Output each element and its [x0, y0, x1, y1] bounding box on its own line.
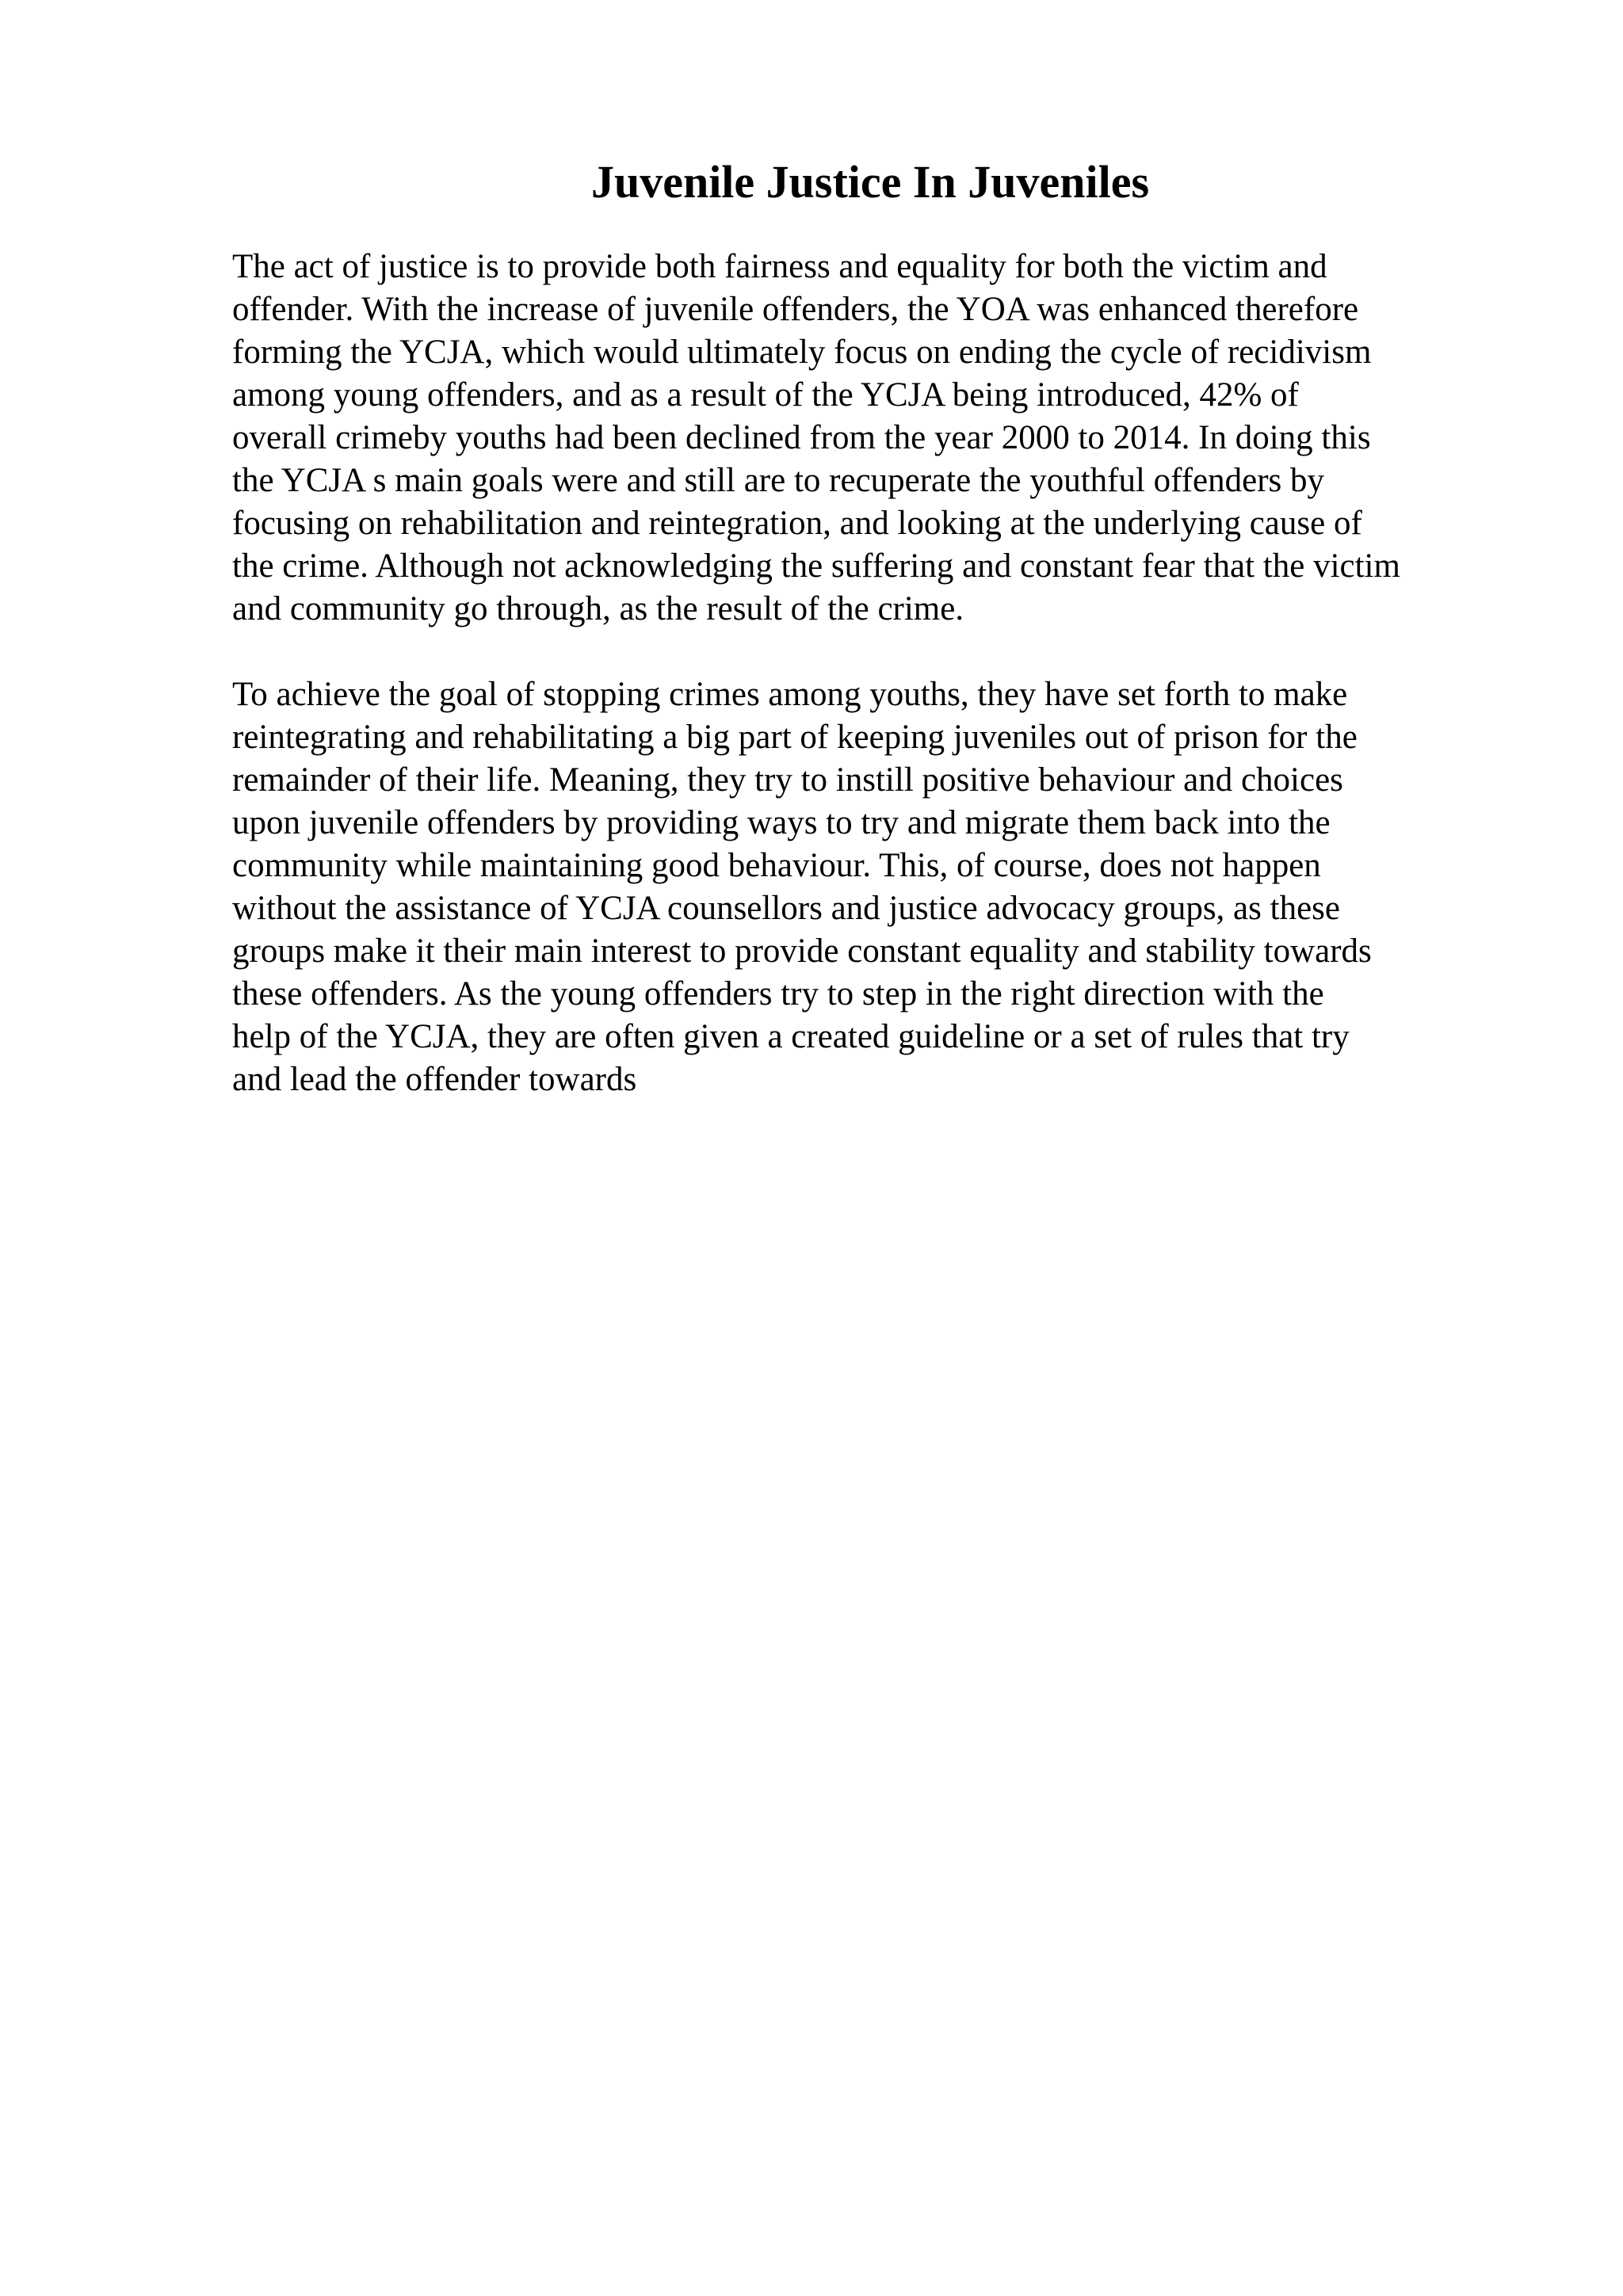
text-line: these offenders. As the young offenders try to step in the right direction with the [232, 975, 1324, 1013]
text-line: community while maintaining good behaviour. This, of course, does not happen [232, 847, 1321, 884]
text-line: groups make it their main interest to provide constant equality and stability towards [232, 933, 1372, 970]
text-line: reintegrating and rehabilitating a big part of keeping juveniles out of prison for the [232, 719, 1358, 756]
text-line: remainder of their life. Meaning, they try to instill positive behaviour and choices [232, 761, 1343, 799]
text-line: and lead the offender towards [232, 1061, 637, 1098]
text-line: offender. With the increase of juvenile offenders, the YOA was enhanced therefore [232, 291, 1359, 328]
paragraph-2 [232, 673, 1611, 1101]
document-title: Juvenile Justice In Juveniles [590, 156, 1150, 208]
text-line: and community go through, as the result of the crime. [232, 590, 964, 627]
text-line: overall crimeby youths had been declined from the year 2000 to 2014. In doing this [232, 419, 1371, 456]
text-line: the crime. Although not acknowledging the suffering and constant fear that the victim [232, 547, 1400, 585]
text-line: To achieve the goal of stopping crimes among youths, they have set forth to make [232, 676, 1348, 713]
text-line: upon juvenile offenders by providing ways to try and migrate them back into the [232, 804, 1331, 841]
text-line: forming the YCJA, which would ultimately focus on ending the cycle of recidivism [232, 334, 1372, 371]
text-line: The act of justice is to provide both fairness and equality for both the victim and [232, 248, 1327, 285]
text-line: without the assistance of YCJA counsellors and justice advocacy groups, as these [232, 890, 1340, 927]
paragraph-1 [232, 246, 1611, 631]
paragraph-spacer [232, 631, 1611, 673]
text-line: among young offenders, and as a result of the YCJA being introduced, 42% of [232, 376, 1299, 414]
text-line: focusing on rehabilitation and reintegration, and looking at the underlying cause of [232, 505, 1362, 542]
text-line: help of the YCJA, they are often given a created guideline or a set of rules that try [232, 1018, 1350, 1055]
document-body [232, 246, 1611, 1101]
text-line: the YCJA s main goals were and still are to recuperate the youthful offenders by [232, 462, 1324, 499]
